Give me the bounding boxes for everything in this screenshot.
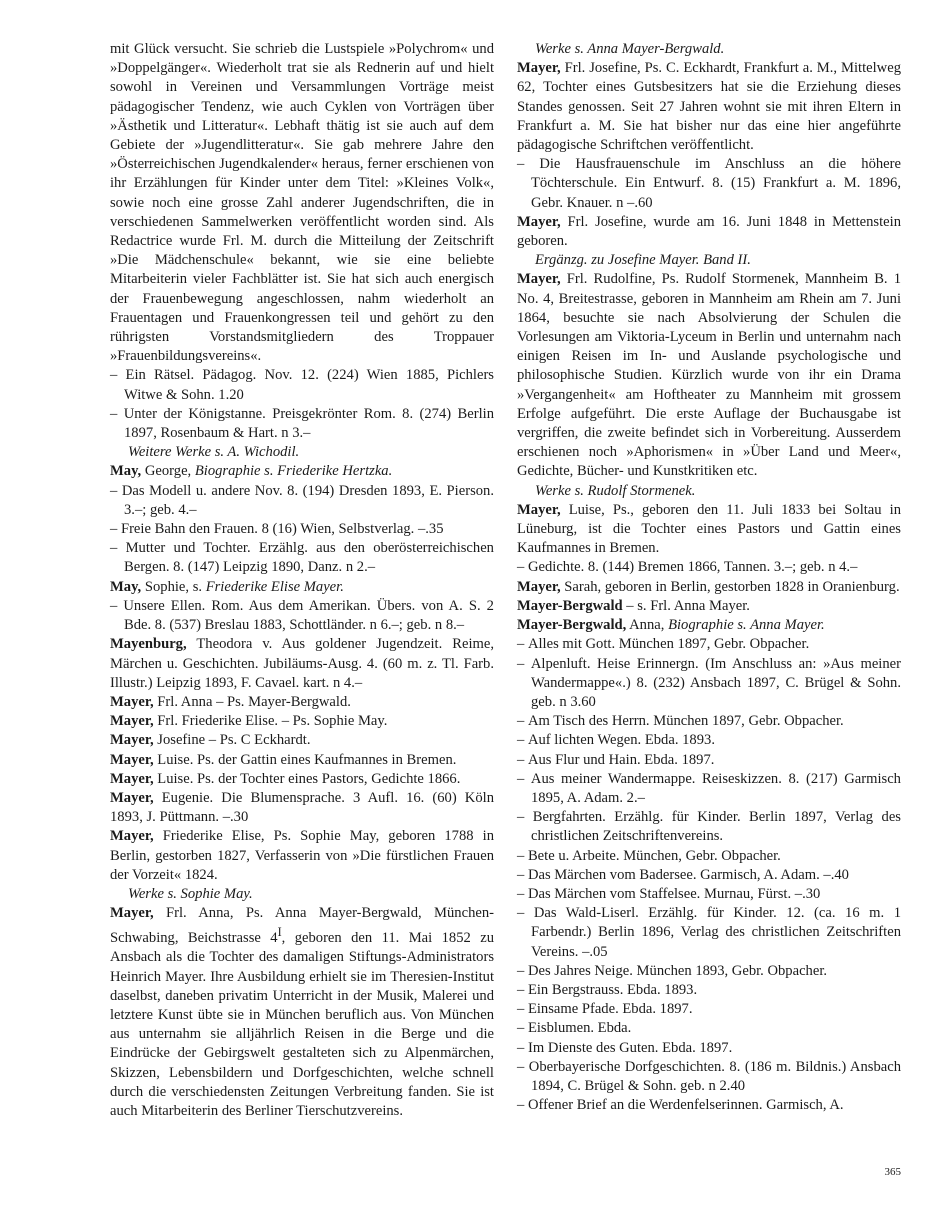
entry-heading: Mayenburg, — [110, 636, 187, 653]
work-entry: – Das Märchen vom Staffelsee. Murnau, Fürst. –.30 — [517, 885, 901, 904]
entry-text: Luise, Ps., geboren den 11. Juli 1833 bei Soltau in Lüneburg, ist die Tochter eines Pastors und Gattin eines Kaufmannes in Bremen. — [517, 501, 901, 557]
entry-text: Sarah, geboren in Berlin, gestorben 1828 in Oranienburg. — [560, 578, 900, 595]
entry-text: Frl. Rudolfine, Ps. Rudolf Stormenek, Mannheim B. 1 No. 4, Breitestrasse, geboren in Mannheim am Rhein am 7. Juni 1864, besuchte sie nach Absolvierung der Schulen die Vorlesungen am Viktoria-Lyceum in Berlin und unternahm nach einigen Reisen im In- und Auslande psychologische und philosophische Studien. Kürzlich wurde von ihr ein Drama »Vergangenheit« am Hoftheater zu Mannheim mit grossem Erfolge aufgeführt. Die erste Auflage der Buchausgabe ist vergriffen, die zweite befindet sich in Vorbereitung. Ausserdem erschienen noch »Aphorismen« in »Über Land und Meer«, Gedichte, Bücher- und Kunstkritiken etc. — [517, 271, 901, 480]
author-entry — [110, 770, 494, 789]
work-entry: – Oberbayerische Dorfgeschichten. 8. (186 m. Bildnis.) Ansbach 1894, C. Brügel & Sohn. geb. n 2.40 — [517, 1058, 901, 1096]
superscript: I — [277, 925, 282, 940]
work-entry: – Des Jahres Neige. München 1893, Gebr. Obpacher. — [517, 962, 901, 981]
work-entry: – Am Tisch des Herrn. München 1897, Gebr. Obpacher. — [517, 712, 901, 731]
author-entry — [110, 904, 494, 1121]
entry-heading: Mayer, — [110, 789, 154, 806]
entry-text: Luise. Ps. der Tochter eines Pastors, Gedichte 1866. — [153, 770, 461, 787]
entry-text: George, — [141, 463, 195, 480]
cross-reference-text: Werke s. Rudolf Stormenek. — [535, 482, 696, 499]
work-entry: – Ein Rätsel. Pädagog. Nov. 12. (224) Wien 1885, Pichlers Witwe & Sohn. 1.20 — [110, 366, 494, 404]
author-entry — [517, 501, 901, 559]
author-entry — [110, 731, 494, 750]
cross-reference — [517, 40, 901, 59]
entry-heading: Mayer, — [517, 578, 561, 595]
entry-text: Josefine – Ps. C Eckhardt. — [153, 732, 311, 749]
entry-text: , geboren den 11. Mai 1852 zu Ansbach als die Tochter des damaligen Stiftungs-Administrators Heinrich Mayer. Ihre Ausbildung erhielt sie im Theresien-Institut daselbst, daneben privatim Unterricht in der Musik, Malerei und letztere Kunst übte sie in München beruflich aus. Von München aus unternahm sie alljährlich Reisen in die Berge und die Eindrücke der Gebirgswelt gestalteten sich zu Alpenmärchen, Skizzen, Lebensbildern und Dorfgeschichten, welche schnell durch die verschiedensten Zeitungen Verbreitung fanden. Sie ist auch Mitarbeiterin des Berliner Tierschutzvereins. — [110, 930, 494, 1120]
work-entry: – Das Modell u. andere Nov. 8. (194) Dresden 1893, E. Pierson. 3.–; geb. 4.– — [110, 482, 494, 520]
entry-italic-text: Biographie s. Friederike Hertzka. — [194, 463, 393, 480]
cross-reference — [517, 482, 901, 501]
work-entry: – Mutter und Tochter. Erzählg. aus den oberösterreichischen Bergen. 8. (147) Leipzig 1890, Danz. n 2.– — [110, 539, 494, 577]
entry-heading: Mayer, — [110, 713, 154, 730]
entry-heading: Mayer, — [517, 213, 561, 230]
work-entry: – Gedichte. 8. (144) Bremen 1866, Tannen. 3.–; geb. n 4.– — [517, 558, 901, 577]
author-entry — [110, 789, 494, 827]
entry-heading: Mayer, — [110, 732, 154, 749]
entry-heading: Mayer, — [110, 770, 154, 787]
work-entry: – Das Märchen vom Badersee. Garmisch, A. Adam. –.40 — [517, 866, 901, 885]
work-entry: – Bergfahrten. Erzählg. für Kinder. Berlin 1897, Verlag des christlichen Zeitschriftenvereins. — [517, 808, 901, 846]
entry-text: Anna, — [626, 617, 669, 634]
entry-text: Sophie, s. — [141, 578, 206, 595]
entry-text: Friederike Elise, Ps. Sophie May, geboren 1788 in Berlin, gestorben 1827, Verfasserin von »Die fürstlichen Frauen der Vorzeit« 1824. — [110, 828, 494, 883]
work-entry: – Im Dienste des Guten. Ebda. 1897. — [517, 1039, 901, 1058]
entry-text: Frl. Anna, Ps. Anna Mayer-Bergwald, München-Schwabing, Beichstrasse 4 — [110, 905, 494, 947]
work-entry: – Aus meiner Wandermappe. Reiseskizzen. 8. (217) Garmisch 1895, A. Adam. 2.– — [517, 770, 901, 808]
entry-text: Eugenie. Die Blumensprache. 3 Aufl. 16. (60) Köln 1893, J. Püttmann. –.30 — [110, 789, 494, 826]
left-column — [110, 40, 494, 1121]
entry-heading: Mayer, — [517, 271, 561, 288]
author-entry — [517, 213, 901, 251]
author-entry — [110, 751, 494, 770]
entry-text: Luise. Ps. der Gattin eines Kaufmannes in Bremen. — [153, 751, 457, 768]
entry-heading: Mayer, — [110, 751, 154, 768]
work-entry: – Aus Flur und Hain. Ebda. 1897. — [517, 751, 901, 770]
work-entry: – Eisblumen. Ebda. — [517, 1019, 901, 1038]
work-entry: – Das Wald-Liserl. Erzählg. für Kinder. 12. (ca. 16 m. 1 Farbendr.) Berlin 1896, Verlag des christlichen Zeitschriften Vereins. –.05 — [517, 904, 901, 962]
right-column — [517, 40, 901, 1115]
work-entry: – Ein Bergstrauss. Ebda. 1893. — [517, 981, 901, 1000]
entry-heading: Mayer, — [517, 60, 561, 77]
entry-heading: Mayer, — [110, 828, 154, 845]
entry-heading: May, — [110, 578, 142, 595]
work-entry: – Unsere Ellen. Rom. Aus dem Amerikan. Übers. von A. S. 2 Bde. 8. (537) Breslau 1883, Schottländer. n 6.–; geb. n 8.– — [110, 597, 494, 635]
entry-heading: Mayer, — [110, 905, 154, 922]
entry-heading: May, — [110, 463, 142, 480]
entry-text: Frl. Josefine, Ps. C. Eckhardt, Frankfurt a. M., Mittelweg 62, Tochter eines Gutsbesitzers hat sie die Erziehung dieses Standes genossen. Seit 27 Jahren wohnt sie mit ihren Eltern in Frankfurt a. M. Sie hat bisher nur das eine hier angeführte pädagogische Schriftchen veröffentlicht. — [517, 60, 901, 154]
author-entry — [517, 270, 901, 481]
entry-heading: Mayer, — [517, 501, 561, 518]
cross-reference — [517, 251, 901, 270]
entry-italic-text: Biographie s. Anna Mayer. — [668, 617, 825, 634]
work-entry: – Einsame Pfade. Ebda. 1897. — [517, 1000, 901, 1019]
entry-text: – s. Frl. Anna Mayer. — [622, 597, 750, 614]
work-entry: – Unter der Königstanne. Preisgekrönter Rom. 8. (274) Berlin 1897, Rosenbaum & Hart. n 3.– — [110, 405, 494, 443]
page-number: 365 — [884, 1166, 901, 1178]
work-entry: – Offener Brief an die Werdenfelserinnen. Garmisch, A. — [517, 1096, 901, 1115]
entry-text: Frl. Anna – Ps. Mayer-Bergwald. — [153, 693, 351, 710]
entry-text: Frl. Josefine, wurde am 16. Juni 1848 in Mettenstein geboren. — [517, 213, 901, 250]
cross-reference-text: Werke s. Sophie May. — [128, 885, 253, 902]
author-entry — [517, 59, 901, 155]
entry-italic-text: Friederike Elise Mayer. — [205, 578, 344, 595]
work-entry: – Bete u. Arbeite. München, Gebr. Obpacher. — [517, 847, 901, 866]
author-entry — [110, 578, 494, 597]
work-entry: – Auf lichten Wegen. Ebda. 1893. — [517, 731, 901, 750]
cross-reference — [110, 443, 494, 462]
entry-heading: Mayer-Bergwald, — [517, 617, 627, 634]
author-entry — [110, 462, 494, 481]
author-entry — [517, 578, 901, 597]
entry-heading: Mayer, — [110, 693, 154, 710]
entry-heading: Mayer-Bergwald — [517, 597, 623, 614]
author-entry — [517, 597, 901, 616]
entry-text: Theodora v. Aus goldener Jugendzeit. Reime, Märchen u. Geschichten. Jubiläums-Ausg. 4. (60 m. z. Tl. Farb. Illustr.) Leipzig 1893, F. Cavael. kart. n 4.– — [110, 636, 494, 691]
entry-text: Frl. Friederike Elise. – Ps. Sophie May. — [153, 713, 388, 730]
cross-reference-text: Ergänzg. zu Josefine Mayer. Band II. — [535, 252, 751, 269]
work-entry: – Alles mit Gott. München 1897, Gebr. Obpacher. — [517, 635, 901, 654]
author-entry — [110, 712, 494, 731]
work-entry: – Freie Bahn den Frauen. 8 (16) Wien, Selbstverlag. –.35 — [110, 520, 494, 539]
author-entry — [110, 827, 494, 885]
author-entry — [517, 616, 901, 635]
cross-reference — [110, 885, 494, 904]
work-entry: – Alpenluft. Heise Erinnergn. (Im Anschluss an: »Aus meiner Wandermappe«.) 8. (232) Ansbach 1897, C. Brügel & Sohn. geb. n 3.60 — [517, 655, 901, 713]
body-paragraph: mit Glück versucht. Sie schrieb die Lustspiele »Polychrom« und »Doppelgänger«. Wiederholt trat sie als Rednerin auf und hielt sowohl in Vereinen und Versammlungen Vorträge meist pädagogischer Tendenz, wie auch Cyklen von Vorträgen über »Ästhetik und Litteratur«. Lebhaft thätig ist sie auch auf dem Gebiete der »Jugendlitteratur«. Sie gab mehrere Jahre den »Österreichischen Jugendkalender« heraus, ferner erschienen von ihr Erzählungen für Kinder unter dem Titel: »Kleines Volk«, sowie noch eine grosse Zahl anderer Jugendschriften, die in verschiedenen Sammelwerken veröffentlicht worden sind. Als Redactrice wurde Frl. M. durch die Mitteilung der Zeitschrift »Die Mädchenschule« bekannt, wie sie eine beliebte Mitarbeiterin vieler Fachblätter ist. Sie hat sich auch energisch der Frauenbewegung angeschlossen, nahm wiederholt an Frauentagen und Frauenkongressen teil und gehört zu den rührigsten Vorstandsmitgliedern des Troppauer »Frauenbildungsvereins«. — [110, 41, 494, 365]
work-entry: – Die Hausfrauenschule im Anschluss an die höhere Töchterschule. Ein Entwurf. 8. (15) Frankfurt a. M. 1896, Gebr. Knauer. n –.60 — [517, 155, 901, 213]
cross-reference-text: Weitere Werke s. A. Wichodil. — [128, 444, 300, 461]
cross-reference-text: Werke s. Anna Mayer-Bergwald. — [535, 41, 725, 57]
author-entry — [110, 635, 494, 693]
author-entry — [110, 693, 494, 712]
